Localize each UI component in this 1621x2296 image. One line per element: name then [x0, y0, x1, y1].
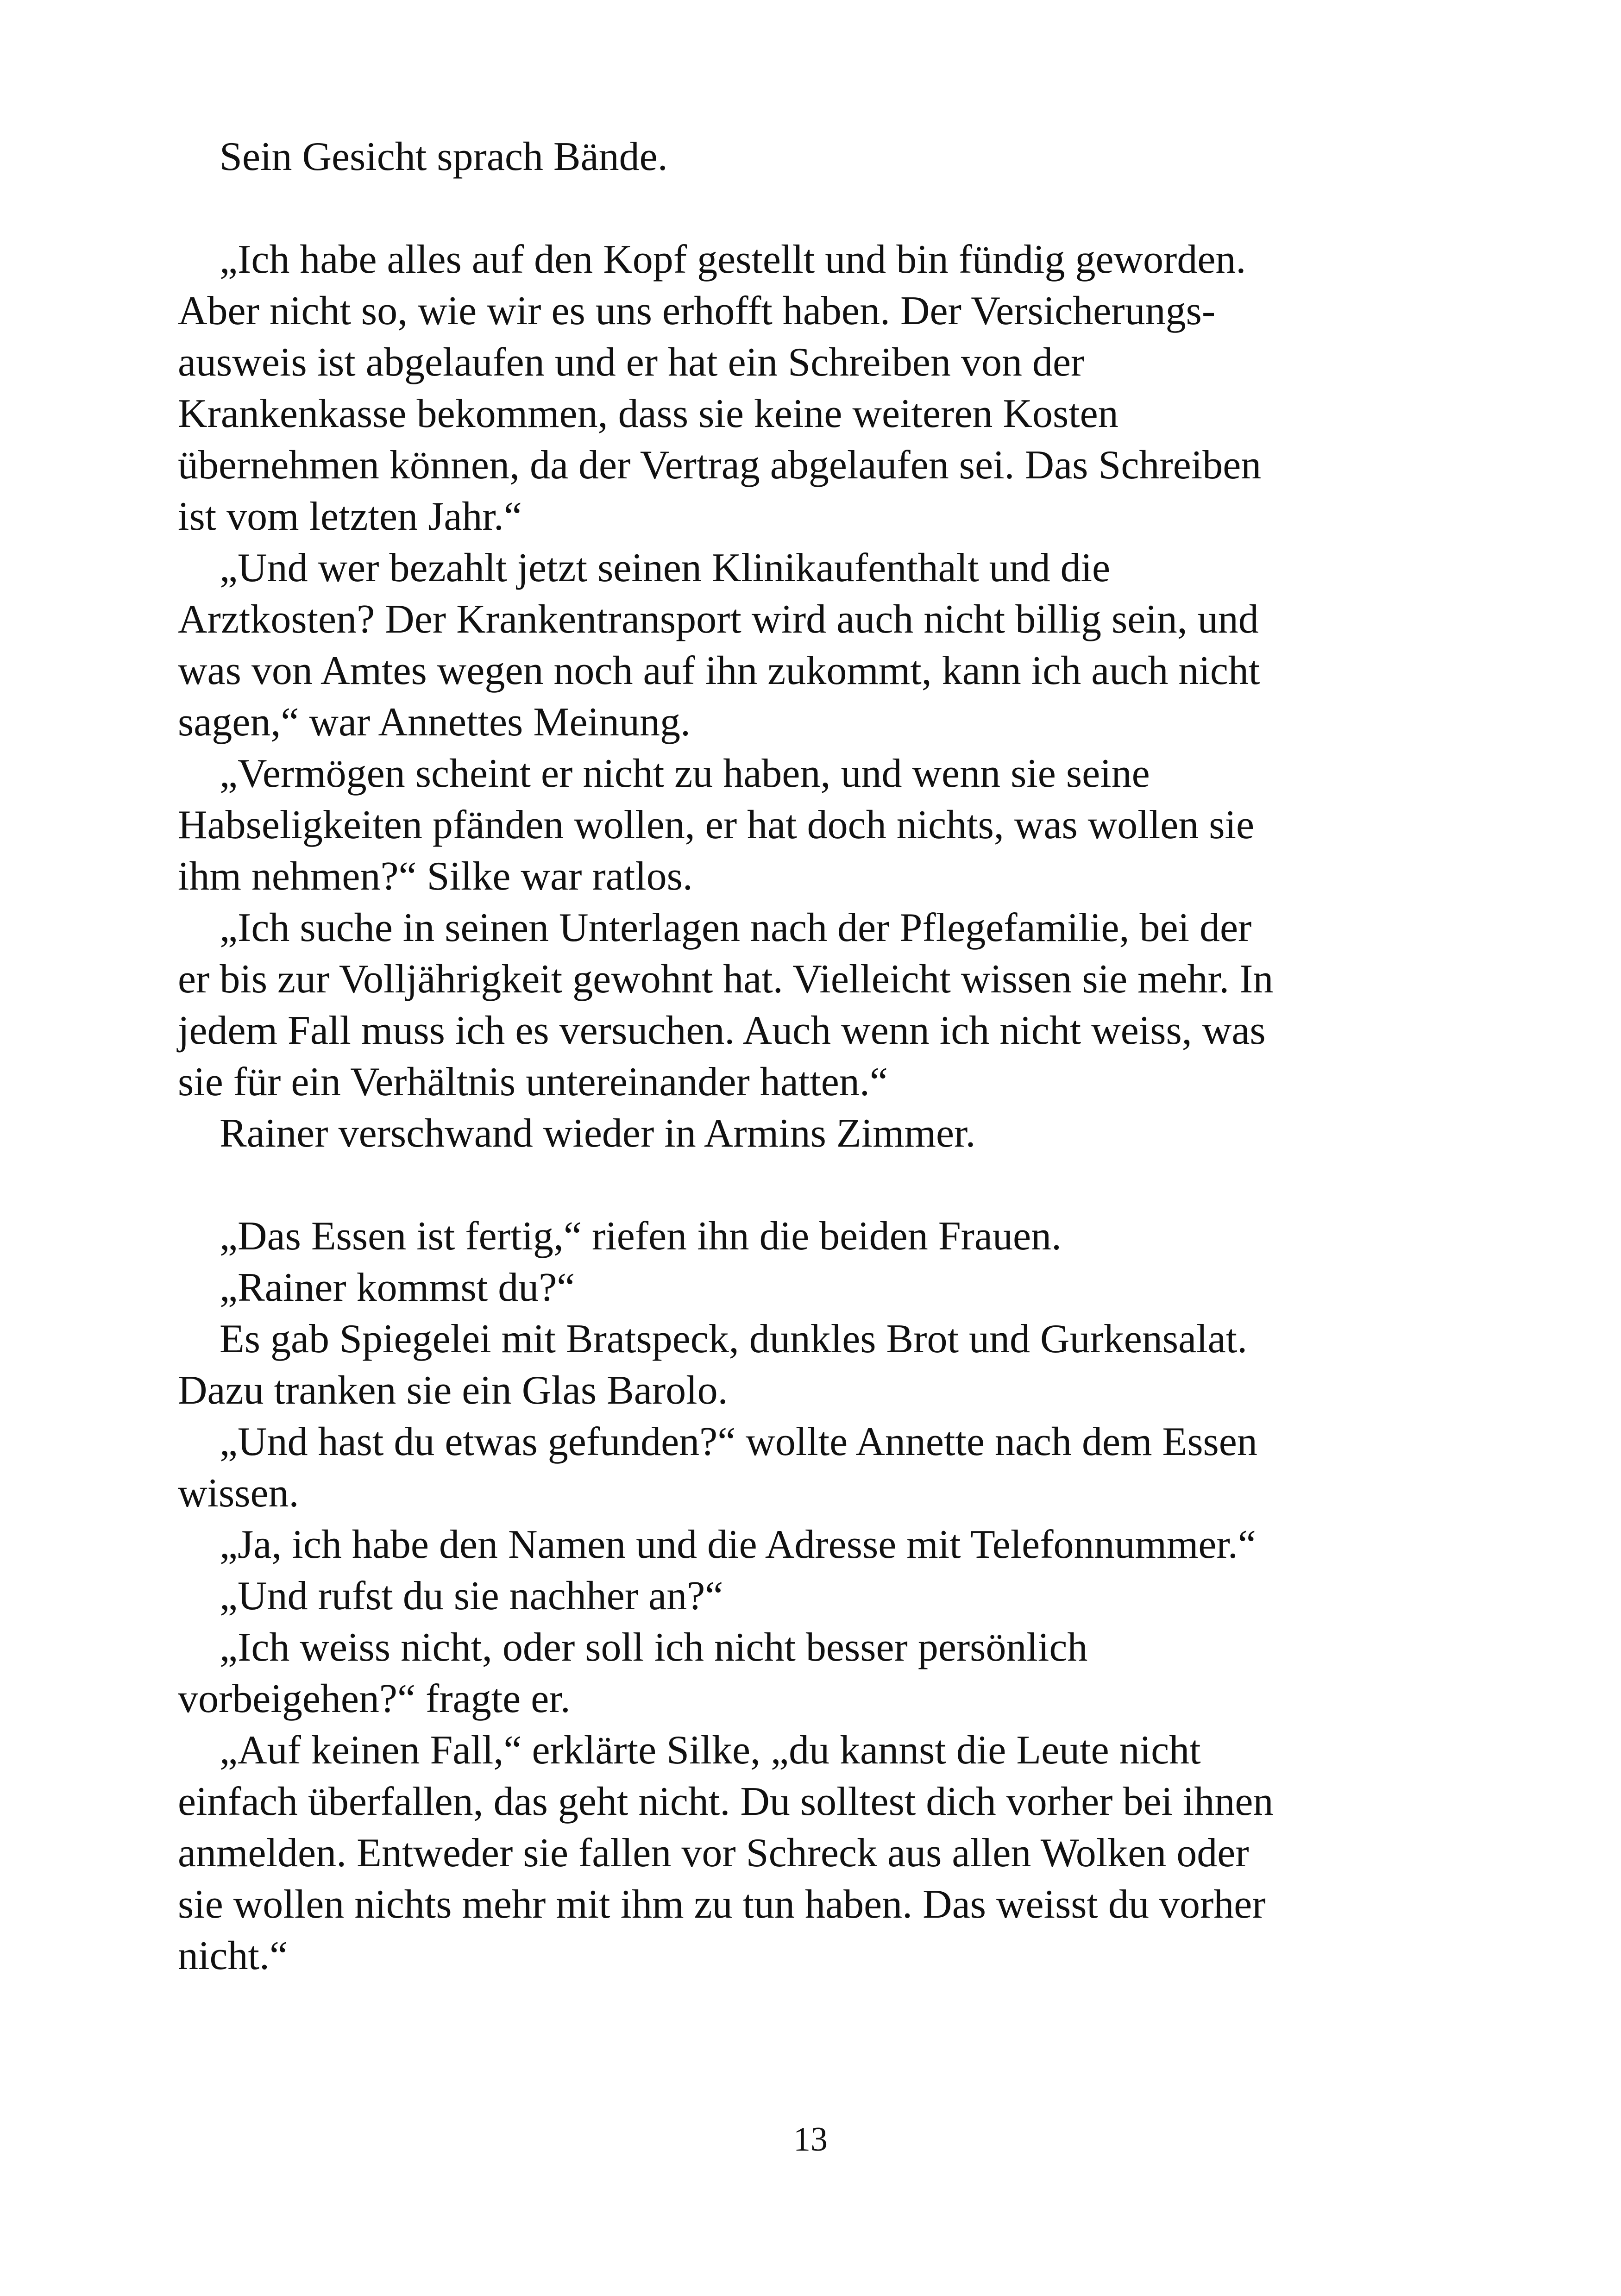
text-line: Habseligkeiten pfänden wollen, er hat doch nichts, was wollen sie [178, 803, 1255, 847]
text-line: ihm nehmen?“ Silke war ratlos. [178, 854, 693, 899]
text-line: Sein Gesicht sprach Bände. [220, 134, 668, 179]
text-line: „Ich habe alles auf den Kopf gestellt und bin fündig geworden. [220, 237, 1246, 282]
text-line: „Das Essen ist fertig,“ riefen ihn die beiden Frauen. [220, 1214, 1062, 1259]
text-line: sie für ein Verhältnis untereinander hatten.“ [178, 1060, 888, 1104]
text-line: nicht.“ [178, 1933, 288, 1978]
text-line: einfach überfallen, das geht nicht. Du solltest dich vorher bei ihnen [178, 1779, 1274, 1824]
blank-line [178, 182, 1451, 234]
text-line: Es gab Spiegelei mit Bratspeck, dunkles Brot und Gurkensalat. [220, 1317, 1248, 1361]
text-line: „Ich weiss nicht, oder soll ich nicht besser persönlich [220, 1625, 1088, 1670]
text-line: „Und wer bezahlt jetzt seinen Klinikaufenthalt und die [220, 546, 1111, 590]
text-line: vorbeigehen?“ fragte er. [178, 1676, 571, 1721]
text-line: „Rainer kommst du?“ [220, 1265, 575, 1310]
text-line: sagen,“ war Annettes Meinung. [178, 700, 691, 745]
text-line: „Auf keinen Fall,“ erklärte Silke, „du kannst die Leute nicht [220, 1728, 1201, 1773]
text-line: „Und rufst du sie nachher an?“ [220, 1574, 723, 1618]
text-line: Krankenkasse bekommen, dass sie keine weiteren Kosten [178, 391, 1118, 436]
text-line: Arztkosten? Der Krankentransport wird auch nicht billig sein, und [178, 597, 1259, 642]
text-line: ist vom letzten Jahr.“ [178, 494, 522, 539]
text-line: anmelden. Entweder sie fallen vor Schreck aus allen Wolken oder [178, 1831, 1249, 1876]
text-line: übernehmen können, da der Vertrag abgelaufen sei. Das Schreiben [178, 443, 1262, 488]
text-line: „Vermögen scheint er nicht zu haben, und wenn sie seine [220, 751, 1150, 796]
text-line: ausweis ist abgelaufen und er hat ein Schreiben von der [178, 340, 1085, 385]
page-number: 13 [793, 2120, 828, 2158]
body-text [178, 131, 1451, 1982]
text-line: Dazu tranken sie ein Glas Barolo. [178, 1368, 728, 1413]
text-line: er bis zur Volljährigkeit gewohnt hat. Vielleicht wissen sie mehr. In [178, 957, 1274, 1002]
text-line: Aber nicht so, wie wir es uns erhofft haben. Der Versicherungs- [178, 289, 1216, 333]
text-line: Rainer verschwand wieder in Armins Zimmer. [220, 1111, 976, 1156]
text-line: „Ich suche in seinen Unterlagen nach der Pflegefamilie, bei der [220, 905, 1252, 950]
blank-line [178, 1159, 1451, 1211]
text-line: was von Amtes wegen noch auf ihn zukommt, kann ich auch nicht [178, 648, 1260, 693]
text-line: jedem Fall muss ich es versuchen. Auch wenn ich nicht weiss, was [178, 1008, 1266, 1053]
text-line: wissen. [178, 1471, 299, 1516]
text-line: sie wollen nichts mehr mit ihm zu tun haben. Das weisst du vorher [178, 1882, 1266, 1927]
text-line: „Ja, ich habe den Namen und die Adresse mit Telefonnummer.“ [220, 1522, 1256, 1567]
text-line: „Und hast du etwas gefunden?“ wollte Annette nach dem Essen [220, 1419, 1257, 1464]
